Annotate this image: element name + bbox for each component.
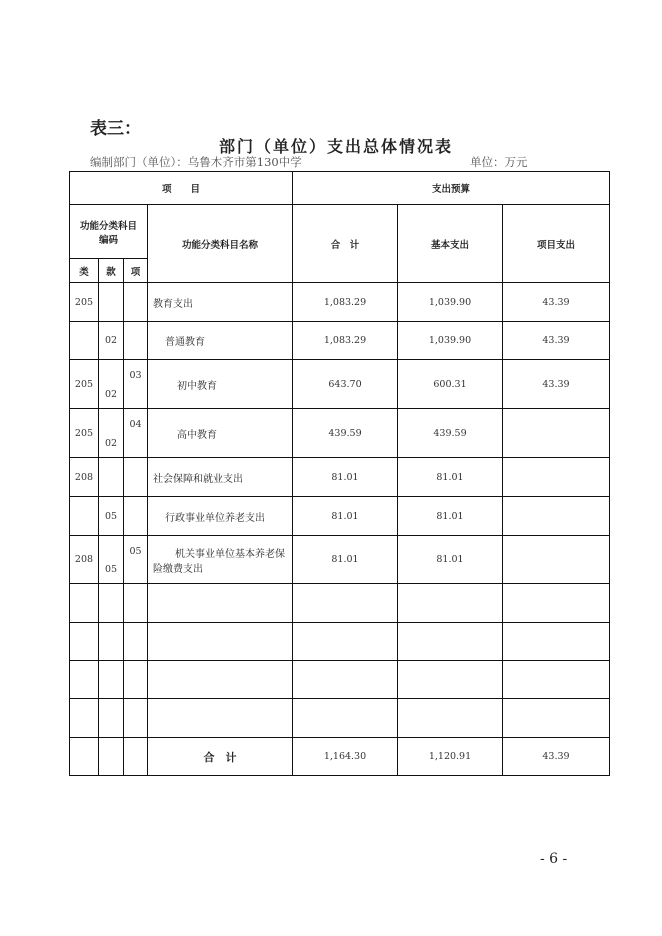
basic-value: 1,039.90 — [398, 283, 503, 322]
code-xiang — [124, 322, 148, 360]
code-kuan: 02 — [99, 322, 124, 360]
code-lei — [70, 699, 99, 738]
code-kuan: 02 — [99, 409, 124, 458]
item-name — [148, 623, 293, 661]
code-kuan — [99, 458, 124, 497]
basic-value: 439.59 — [398, 409, 503, 458]
header-xiang: 项 — [124, 259, 148, 283]
code-xiang — [124, 623, 148, 661]
sum-project: 43.39 — [503, 738, 610, 776]
page-title: 部门（单位）支出总体情况表 — [218, 137, 453, 156]
basic-value: 1,039.90 — [398, 322, 503, 360]
code-lei — [70, 738, 99, 776]
sum-basic: 1,120.91 — [398, 738, 503, 776]
project-value — [503, 699, 610, 738]
code-kuan — [99, 584, 124, 623]
code-kuan — [99, 623, 124, 661]
project-value — [503, 458, 610, 497]
code-lei — [70, 584, 99, 623]
project-value — [503, 584, 610, 623]
expenditure-table — [69, 171, 610, 776]
project-value — [503, 623, 610, 661]
code-lei: 205 — [70, 283, 99, 322]
header-budget: 支出预算 — [293, 172, 610, 205]
sum-total: 1,164.30 — [293, 738, 398, 776]
table-row — [70, 584, 610, 623]
total-value: 439.59 — [293, 409, 398, 458]
total-value: 643.70 — [293, 360, 398, 409]
table-row — [70, 458, 610, 497]
basic-value: 81.01 — [398, 458, 503, 497]
header-kuan: 款 — [99, 259, 124, 283]
header-row — [70, 205, 610, 259]
project-value — [503, 536, 610, 584]
total-value — [293, 661, 398, 699]
code-xiang — [124, 497, 148, 536]
header-row — [70, 172, 610, 205]
basic-value: 81.01 — [398, 497, 503, 536]
item-name: 社会保障和就业支出 — [148, 458, 293, 497]
code-kuan — [99, 661, 124, 699]
code-lei — [70, 623, 99, 661]
code-xiang — [124, 738, 148, 776]
code-kuan — [99, 738, 124, 776]
org-name: 编制部门（单位）：乌鲁木齐市第130中学 — [90, 155, 302, 169]
code-kuan — [99, 699, 124, 738]
item-name: 高中教育 — [148, 409, 293, 458]
code-xiang: 04 — [124, 409, 148, 458]
unit-label: 单位：万元 — [470, 155, 528, 169]
total-value: 1,083.29 — [293, 283, 398, 322]
table-row — [70, 497, 610, 536]
code-lei: 205 — [70, 360, 99, 409]
code-kuan: 02 — [99, 360, 124, 409]
table-row — [70, 623, 610, 661]
basic-value — [398, 584, 503, 623]
project-value — [503, 497, 610, 536]
total-value — [293, 699, 398, 738]
sum-label: 合 计 — [148, 738, 293, 776]
code-xiang — [124, 699, 148, 738]
table-row — [70, 661, 610, 699]
header-total: 合 计 — [293, 205, 398, 283]
code-kuan: 05 — [99, 497, 124, 536]
basic-value — [398, 699, 503, 738]
project-value: 43.39 — [503, 283, 610, 322]
code-kuan: 05 — [99, 536, 124, 584]
basic-value: 600.31 — [398, 360, 503, 409]
table-label: 表三： — [90, 119, 141, 139]
project-value: 43.39 — [503, 360, 610, 409]
item-name: 初中教育 — [148, 360, 293, 409]
code-lei: 208 — [70, 458, 99, 497]
code-lei — [70, 661, 99, 699]
code-lei — [70, 497, 99, 536]
basic-value — [398, 661, 503, 699]
code-lei — [70, 322, 99, 360]
table-row — [70, 360, 610, 409]
basic-value: 81.01 — [398, 536, 503, 584]
table-row — [70, 699, 610, 738]
basic-value — [398, 623, 503, 661]
code-xiang — [124, 661, 148, 699]
table-row — [70, 536, 610, 584]
project-value: 43.39 — [503, 322, 610, 360]
header-item: 项 目 — [70, 172, 293, 205]
table-row — [70, 283, 610, 322]
header-name: 功能分类科目名称 — [148, 205, 293, 283]
header-project: 项目支出 — [503, 205, 610, 283]
total-value: 81.01 — [293, 458, 398, 497]
project-value — [503, 661, 610, 699]
total-value — [293, 584, 398, 623]
item-name — [148, 661, 293, 699]
code-xiang: 05 — [124, 536, 148, 584]
code-xiang — [124, 584, 148, 623]
code-xiang — [124, 283, 148, 322]
page-number: - 6 - — [540, 851, 568, 867]
code-lei: 208 — [70, 536, 99, 584]
total-value: 1,083.29 — [293, 322, 398, 360]
item-name: 机关事业单位基本养老保险缴费支出 — [148, 536, 293, 584]
item-name: 教育支出 — [148, 283, 293, 322]
header-lei: 类 — [70, 259, 99, 283]
code-lei: 205 — [70, 409, 99, 458]
project-value — [503, 409, 610, 458]
table-row — [70, 322, 610, 360]
item-name: 行政事业单位养老支出 — [148, 497, 293, 536]
total-value — [293, 623, 398, 661]
item-name — [148, 699, 293, 738]
item-name: 普通教育 — [148, 322, 293, 360]
sum-row — [70, 738, 610, 776]
code-xiang: 03 — [124, 360, 148, 409]
code-kuan — [99, 283, 124, 322]
total-value: 81.01 — [293, 497, 398, 536]
code-xiang — [124, 458, 148, 497]
header-code: 功能分类科目编码 — [70, 205, 148, 259]
header-basic: 基本支出 — [398, 205, 503, 283]
total-value: 81.01 — [293, 536, 398, 584]
item-name — [148, 584, 293, 623]
table-row — [70, 409, 610, 458]
